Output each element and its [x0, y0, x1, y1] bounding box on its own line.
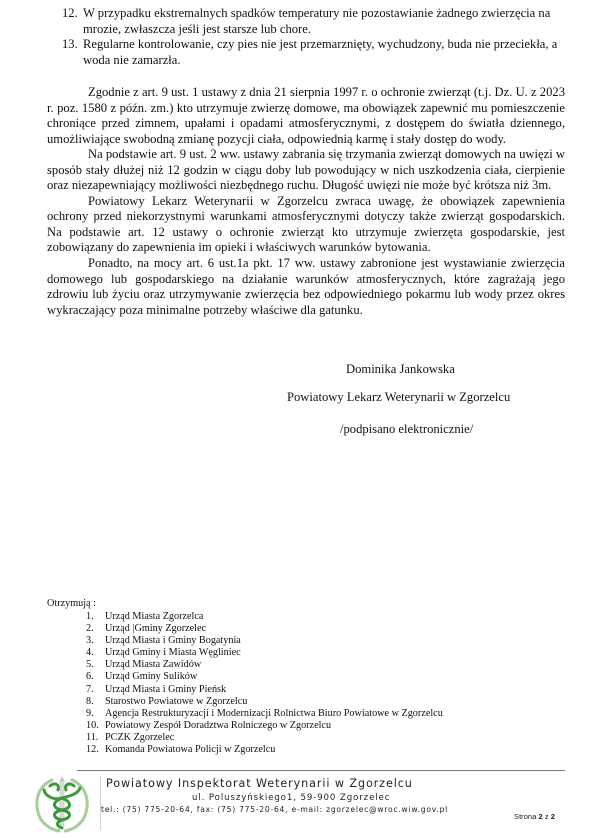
recipient-name: Powiatowy Zespół Doradztwa Rolniczego w Zgorzelcu: [105, 719, 332, 731]
list-item: [62, 37, 572, 68]
paragraph-art6: Ponadto, na mocy art. 6 ust.1a pkt. 17 ww. ustawy zabronione jest wystawianie zwierzęcia domowego lub gospodarskiego na działanie warunków atmosferycznych, które zagrażają jego zdrowiu lub życiu oraz utrzymywanie zwierzęcia bez odpowiedniego pokarmu lub wody przez okres wykraczający poza minimalne potrzeby właściwe dla gatunku.: [47, 256, 565, 317]
recipient-number: 1.: [86, 611, 94, 622]
signatory-name: Dominika Jankowska: [346, 362, 455, 376]
recipient-number: 10.: [86, 719, 99, 731]
list-item-text: W przypadku ekstremalnych spadków temperatury nie pozostawianie żadnego zwierzęcia na mrozie, zwłaszcza jeśli jest starsze lub chore.: [83, 6, 551, 36]
list-item: [62, 6, 572, 37]
page-current: 2: [538, 812, 543, 821]
recipient-name: Urząd |Gminy Zgorzelec: [105, 623, 207, 635]
recipient-name: Urząd Gminy Sulików: [105, 671, 198, 683]
recipient-name: Urząd Gminy i Miasta Węgliniec: [105, 647, 241, 659]
recipient-number: 4.: [86, 647, 94, 659]
recipient-name: PCZK Zgorzelec: [105, 731, 175, 743]
list-item-number: 12.: [62, 6, 78, 20]
recipient-item: [86, 744, 443, 756]
footer-divider: [77, 770, 565, 771]
footer-vertical-divider: [100, 776, 101, 830]
page-total: 2: [550, 812, 556, 821]
recommendations-list: [62, 6, 572, 68]
recipient-number: 11.: [86, 731, 99, 743]
recipient-item: [86, 659, 443, 671]
recipients-title: Otrzymują :: [47, 598, 96, 609]
recipient-name: Urząd Miasta Zgorzelca: [105, 611, 204, 622]
legal-body-text: [47, 85, 565, 318]
footer-address: ul. Poluszyńskiego1, 59-900 Zgorzelec: [192, 793, 391, 803]
paragraph-livestock: Powiatowy Lekarz Weterynarii w Zgorzelcu zwraca uwagę, że obowiązek zapewnienia ochrony przed niekorzystnymi warunkami atmosferycznymi dotyczy także zwierząt gospodarskich. Na podstawie art. 12 ustawy o ochronie zwierząt kto utrzymuje zwierzęta gospodarskie, jest zobowiązany do zapewnienia im opieki i właściwych warunków bytowania.: [47, 193, 565, 255]
recipient-number: 3.: [86, 635, 94, 647]
recipient-item: [86, 696, 443, 708]
recipient-name: Urząd Miasta i Gminy Pieńsk: [105, 683, 227, 695]
paragraph-art9-ust1: Zgodnie z art. 9 ust. 1 ustawy z dnia 21 sierpnia 1997 r. o ochronie zwierząt (t.j. Dz. U. z 2023 r. poz. 1580 z późn. zm.) kto utrzymuje zwierzę domowe, ma obowiązek zapewnić mu pomieszczenie chroniące przed zimnem, upałami i opadami atmosferycznymi, z dostępem do światła dziennego, umożliwiające swobodną zmianę pozycji ciała, odpowiednią karmę i stały dostęp do wody.: [47, 85, 565, 146]
recipient-item: [86, 623, 443, 635]
recipient-number: 7.: [86, 683, 94, 695]
recipient-name: Komanda Powiatowa Policji w Zgorzelcu: [105, 744, 276, 756]
paragraph-art9-ust2: Na podstawie art. 9 ust. 2 ww. ustawy zabrania się trzymania zwierząt domowych na uwięzi w sposób stały dłużej niż 12 godzin w ciągu doby lub powodujący w nich uszkodzenia ciała, cierpienie oraz niezapewniający możliwości niezbędnego ruchu. Długość uwięzi nie może być krótsza niż 3m.: [47, 147, 565, 193]
recipient-item: [86, 732, 443, 744]
recipient-number: 12.: [86, 744, 99, 756]
recipient-number: 6.: [86, 671, 94, 683]
recipient-item: [86, 647, 443, 659]
footer-contact: tel.: (75) 775-20-64, fax: (75) 775-20-64, e-mail: zgorzelec@wroc.wiw.gov.pl: [101, 805, 448, 814]
veterinary-caduceus-logo-icon: [30, 774, 94, 834]
recipient-item: [86, 611, 443, 623]
recipient-item: [86, 635, 443, 647]
electronic-signature-note: /podpisano elektronicznie/: [340, 422, 474, 436]
list-item-text: Regularne kontrolowanie, czy pies nie jest przemarznięty, wychudzony, buda nie przeciekła, a woda nie zamarzła.: [83, 37, 558, 67]
recipient-number: 2.: [86, 623, 94, 635]
recipients-list: [86, 611, 443, 756]
footer-institution-name: Powiatowy Inspektorat Weterynarii w Zgorzelcu: [106, 777, 413, 790]
recipient-name: Urząd Miasta i Gminy Bogatynia: [105, 635, 241, 647]
recipient-number: 9.: [86, 707, 94, 719]
recipient-item: [86, 671, 443, 683]
recipient-number: 5.: [86, 659, 94, 671]
recipient-name: Agencja Restrukturyzacji i Modernizacji Rolnictwa Biuro Powiatowe w Zgorzelcu: [105, 707, 443, 719]
recipient-number: 8.: [86, 695, 94, 707]
recipient-name: Starostwo Powiatowe w Zgorzelcu: [105, 695, 248, 707]
recipient-item: [86, 720, 443, 732]
recipient-name: Urząd Miasta Zawidów: [105, 659, 202, 671]
signatory-role: Powiatowy Lekarz Weterynarii w Zgorzelcu: [287, 390, 511, 404]
list-item-number: 13.: [62, 37, 78, 51]
page-label: Strona: [514, 812, 537, 821]
recipient-item: [86, 684, 443, 696]
page-separator: z: [544, 812, 549, 821]
recipient-item: [86, 708, 443, 720]
page-number: [514, 812, 555, 821]
